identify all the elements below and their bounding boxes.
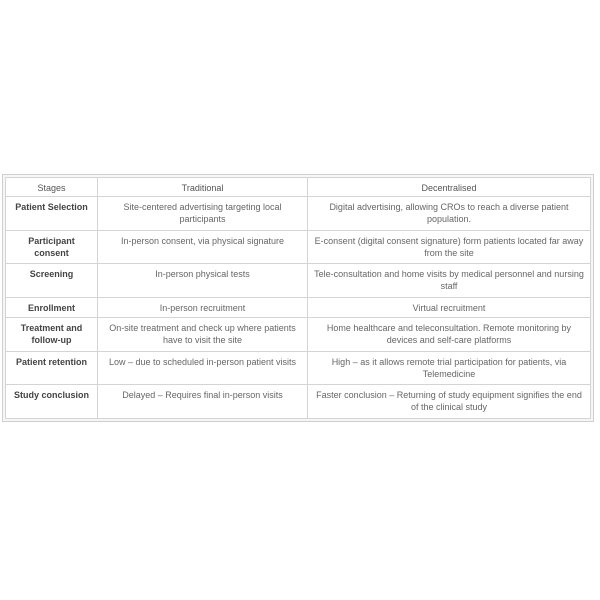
table-row — [6, 318, 591, 352]
stage-cell: Enrollment — [6, 297, 98, 318]
header-traditional: Traditional — [98, 178, 308, 197]
traditional-cell: In-person recruitment — [98, 297, 308, 318]
traditional-cell: On-site treatment and check up where patients have to visit the site — [98, 318, 308, 352]
decentralised-cell: Faster conclusion – Returning of study equipment signifies the end of the clinical study — [308, 385, 591, 419]
table-row — [6, 197, 591, 231]
stage-cell: Patient Selection — [6, 197, 98, 231]
traditional-cell: Low – due to scheduled in-person patient visits — [98, 351, 308, 385]
table-row — [6, 351, 591, 385]
stage-cell: Participant consent — [6, 230, 98, 264]
decentralised-cell: Home healthcare and teleconsultation. Remote monitoring by devices and self-care platforms — [308, 318, 591, 352]
table-header-row — [6, 178, 591, 197]
comparison-table-container — [2, 174, 594, 422]
decentralised-cell: High – as it allows remote trial participation for patients, via Telemedicine — [308, 351, 591, 385]
stage-cell: Treatment and follow-up — [6, 318, 98, 352]
stage-cell: Screening — [6, 264, 98, 298]
header-stages: Stages — [6, 178, 98, 197]
traditional-cell: In-person consent, via physical signature — [98, 230, 308, 264]
traditional-cell: Site-centered advertising targeting local participants — [98, 197, 308, 231]
stage-cell: Study conclusion — [6, 385, 98, 419]
table-row — [6, 385, 591, 419]
traditional-cell: Delayed – Requires final in-person visits — [98, 385, 308, 419]
decentralised-cell: Virtual recruitment — [308, 297, 591, 318]
table-row — [6, 230, 591, 264]
decentralised-cell: Tele-consultation and home visits by medical personnel and nursing staff — [308, 264, 591, 298]
decentralised-cell: Digital advertising, allowing CROs to reach a diverse patient population. — [308, 197, 591, 231]
traditional-cell: In-person physical tests — [98, 264, 308, 298]
stage-cell: Patient retention — [6, 351, 98, 385]
header-decentralised: Decentralised — [308, 178, 591, 197]
decentralised-cell: E-consent (digital consent signature) form patients located far away from the site — [308, 230, 591, 264]
table-row — [6, 297, 591, 318]
comparison-table — [5, 177, 591, 419]
table-row — [6, 264, 591, 298]
